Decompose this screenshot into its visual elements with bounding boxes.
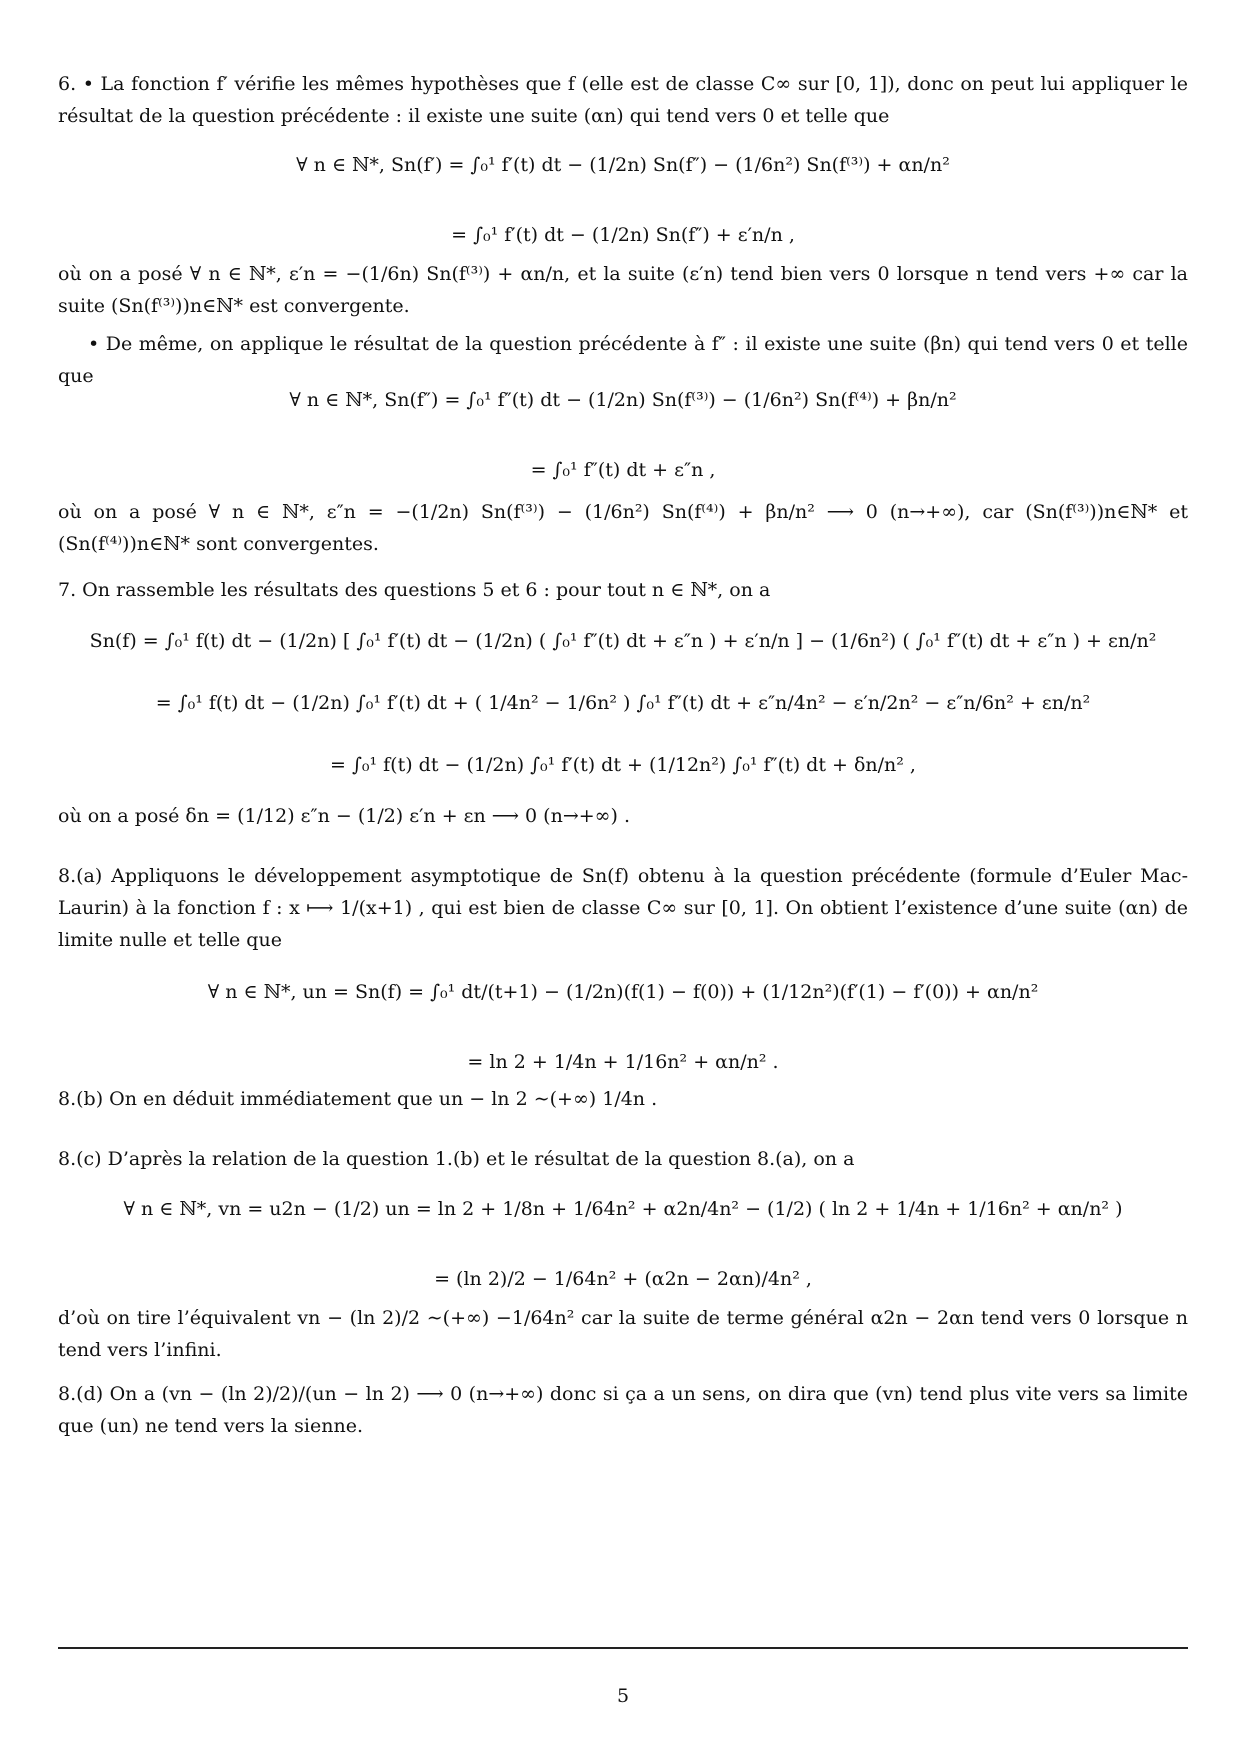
equation-line: = (ln 2)/2 − 1/64n² + (α2n − 2αn)/4n² , (434, 1268, 812, 1290)
equation-line: ∀ n ∈ ℕ*, vn = u2n − (1/2) un = ln 2 + 1/8n + 1/64n² + α2n/4n² − (1/2) ( ln 2 + 1/4n + 1/16n² + αn/n² ) (123, 1198, 1123, 1220)
equation-line: ∀ n ∈ ℕ*, Sn(f″) = ∫₀¹ f″(t) dt − (1/2n) Sn(f⁽³⁾) − (1/6n²) Sn(f⁽⁴⁾) + βn/n² (289, 389, 957, 411)
question-6-equation-1 (58, 130, 1188, 270)
question-8c-intro: 8.(c) D’après la relation de la question 1.(b) et le résultat de la question 8.(a), on a (58, 1148, 855, 1170)
equation-line: Sn(f) = ∫₀¹ f(t) dt − (1/2n) [ ∫₀¹ f′(t) dt − (1/2n) ( ∫₀¹ f″(t) dt + ε″n ) + ε′n/n ] − (1/6n²) ( ∫₀¹ f″(t) dt + ε″n ) + εn/n² (89, 630, 1157, 652)
question-6-bullet-2: • De même, on applique le résultat de la question précédente à f″ : il existe une suite (βn) qui tend vers 0 et telle que (58, 333, 1188, 387)
question-6-definition-1: où on a posé ∀ n ∈ ℕ*, ε′n = −(1/6n) Sn(f⁽³⁾) + αn/n, et la suite (ε′n) tend bien vers 0 lorsque n tend vers +∞ car la suite (Sn(f⁽³⁾))n∈ℕ* est convergente. (58, 263, 1188, 317)
question-6-intro: 6. • La fonction f′ vérifie les mêmes hypothèses que f (elle est de classe C∞ sur [0, 1]), donc on peut lui appliquer le résultat de la question précédente : il existe une suite (αn) qui tend vers 0 et telle que (58, 73, 1188, 127)
equation-line: = ∫₀¹ f″(t) dt + ε″n , (530, 459, 716, 481)
equation-line: ∀ n ∈ ℕ*, Sn(f′) = ∫₀¹ f′(t) dt − (1/2n) Sn(f″) − (1/6n²) Sn(f⁽³⁾) + αn/n² (296, 154, 950, 176)
question-6-definition-2: où on a posé ∀ n ∈ ℕ*, ε″n = −(1/2n) Sn(f⁽³⁾) − (1/6n²) Sn(f⁽⁴⁾) + βn/n² ⟶ 0 (n→+∞), car (Sn(f⁽³⁾))n∈ℕ* et (Sn(f⁽⁴⁾))n∈ℕ* sont convergentes. (58, 501, 1188, 555)
page-number: 5 (616, 1685, 630, 1707)
equation-line: = ∫₀¹ f′(t) dt − (1/2n) Sn(f″) + ε′n/n , (451, 224, 795, 246)
question-8c-equivalent: d’où on tire l’équivalent vn − (ln 2)/2 ∼(+∞) −1/64n² car la suite de terme général α2n − 2αn tend vers 0 lorsque n tend vers l’infini. (58, 1307, 1188, 1361)
question-7-equation (58, 610, 1188, 796)
question-8a-equation (58, 957, 1188, 1097)
equation-line: = ∫₀¹ f(t) dt − (1/2n) ∫₀¹ f′(t) dt + (1/12n²) ∫₀¹ f″(t) dt + δn/n² , (330, 754, 916, 776)
question-7-intro: 7. On rassemble les résultats des questions 5 et 6 : pour tout n ∈ ℕ*, on a (58, 579, 771, 601)
question-7-definition: où on a posé δn = (1/12) ε″n − (1/2) ε′n + εn ⟶ 0 (n→+∞) . (58, 805, 630, 827)
equation-line: ∀ n ∈ ℕ*, un = Sn(f) = ∫₀¹ dt/(t+1) − (1/2n)(f(1) − f(0)) + (1/12n²)(f′(1) − f′(0)) + αn/n² (207, 981, 1039, 1003)
question-8a-text: 8.(a) Appliquons le développement asymptotique de Sn(f) obtenu à la question précédente (formule d’Euler Mac-Laurin) à la fonction f : x ⟼ 1/(x+1) , qui est bien de classe C∞ sur [0, 1]. On obtient l’existence d’une suite (αn) de limite nulle et telle que (58, 865, 1188, 951)
footer-rule (58, 1647, 1188, 1649)
question-8c-equation (58, 1174, 1188, 1314)
question-8d-text: 8.(d) On a (vn − (ln 2)/2)/(un − ln 2) ⟶ 0 (n→+∞) donc si ça a un sens, on dira que (vn) tend plus vite vers sa limite que (un) ne tend vers la sienne. (58, 1383, 1188, 1437)
page (58, 0, 1188, 1754)
question-8b-text: 8.(b) On en déduit immédiatement que un − ln 2 ∼(+∞) 1/4n . (58, 1088, 658, 1110)
equation-line: = ∫₀¹ f(t) dt − (1/2n) ∫₀¹ f′(t) dt + ( 1/4n² − 1/6n² ) ∫₀¹ f″(t) dt + ε″n/4n² − ε′n/2n² − ε″n/6n² + εn/n² (155, 692, 1091, 714)
question-6-equation-2 (58, 365, 1188, 505)
equation-line: = ln 2 + 1/4n + 1/16n² + αn/n² . (467, 1051, 779, 1073)
